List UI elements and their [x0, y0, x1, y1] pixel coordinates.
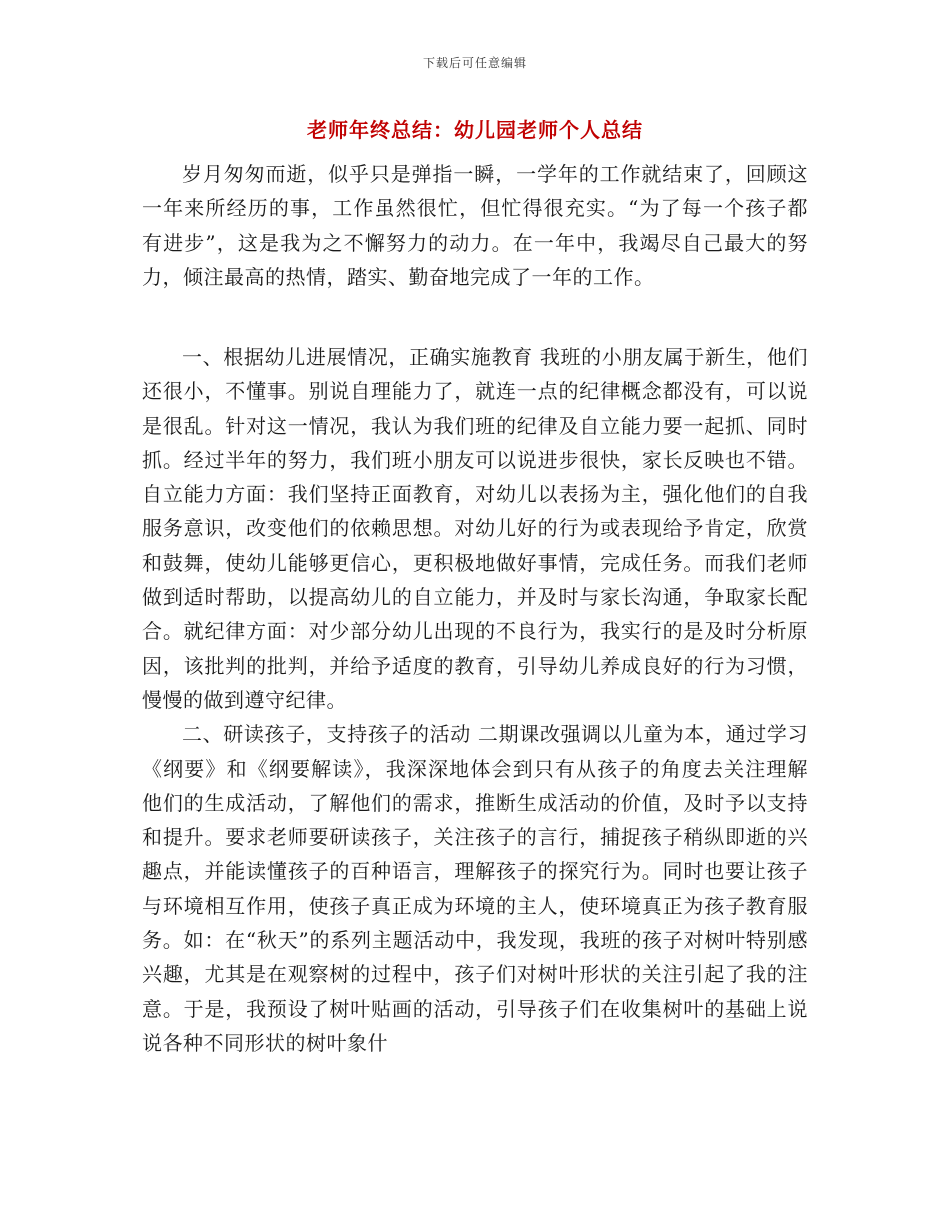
- main-section: [142, 340, 808, 1060]
- paragraph-section-1: 一、根据幼儿进展情况，正确实施教育 我班的小朋友属于新生，他们还很小，不懂事。别说自理能力了，就连一点的纪律概念都没有，可以说是很乱。针对这一情况，我认为我们班的纪律及自立能力要一起抓、同时抓。经过半年的努力，我们班小朋友可以说进步很快，家长反映也不错。自立能力方面：我们坚持正面教育，对幼儿以表扬为主，强化他们的自我服务意识，改变他们的依赖思想。对幼儿好的行为或表现给予肯定，欣赏和鼓舞，使幼儿能够更信心，更积极地做好事情，完成任务。而我们老师做到适时帮助，以提高幼儿的自立能力，并及时与家长沟通，争取家长配合。就纪律方面：对少部分幼儿出现的不良行为，我实行的是及时分析原因，该批判的批判，并给予适度的教育，引导幼儿养成良好的行为习惯，慢慢的做到遵守纪律。: [142, 345, 808, 712]
- header-note: 下载后可任意编辑: [422, 56, 527, 70]
- intro-section: [142, 157, 808, 294]
- document-title: 老师年终总结：幼儿园老师个人总结: [307, 118, 643, 142]
- paragraph-intro: 岁月匆匆而逝，似乎只是弹指一瞬，一学年的工作就结束了，回顾这一年来所经历的事，工作虽然很忙，但忙得很充实。“为了每一个孩子都有进步”，这是我为之不懈努力的动力。在一年中，我竭尽自己最大的努力，倾注最高的热情，踏实、勤奋地完成了一年的工作。: [142, 162, 808, 289]
- paragraph-section-2: 二、研读孩子，支持孩子的活动 二期课改强调以儿童为本，通过学习《纲要》和《纲要解读》，我深深地体会到只有从孩子的角度去关注理解他们的生成活动，了解他们的需求，推断生成活动的价值，及时予以支持和提升。要求老师要研读孩子，关注孩子的言行，捕捉孩子稍纵即逝的兴趣点，并能读懂孩子的百种语言，理解孩子的探究行为。同时也要让孩子与环境相互作用，使孩子真正成为环境的主人，使环境真正为孩子教育服务。如：在“秋天”的系列主题活动中，我发现，我班的孩子对树叶特别感兴趣，尤其是在观察树的过程中，孩子们对树叶形状的关注引起了我的注意。于是，我预设了树叶贴画的活动，引导孩子们在收集树叶的基础上说说各种不同形状的树叶象什: [142, 722, 808, 1055]
